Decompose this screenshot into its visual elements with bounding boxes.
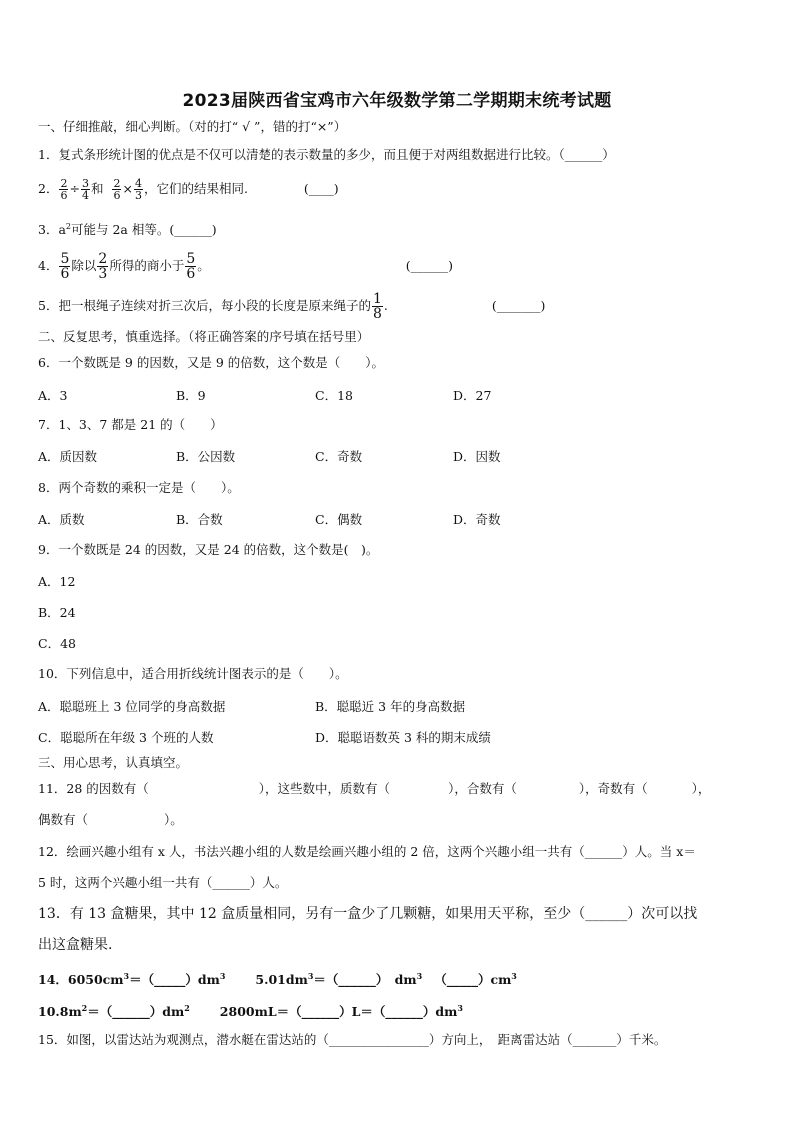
- fraction: $\frac{4}{3}$: [134, 177, 142, 202]
- option-a[interactable]: A．聪聪班上 3 位同学的身高数据: [38, 699, 226, 714]
- option-c[interactable]: C．18: [315, 388, 353, 403]
- option-b[interactable]: B．9: [176, 388, 206, 403]
- q2-op2: ×: [122, 181, 133, 196]
- fraction: $\frac{1}{8}$: [372, 291, 382, 322]
- option-d[interactable]: D．27: [453, 388, 492, 403]
- option-b[interactable]: B．聪聪近 3 年的身高数据: [315, 699, 466, 714]
- option-d[interactable]: D．奇数: [453, 512, 501, 527]
- option-a[interactable]: A．12: [38, 574, 76, 589]
- fraction: $\frac{2}{3}$: [98, 251, 108, 282]
- option-c[interactable]: C．偶数: [315, 512, 363, 527]
- q2-and: 和: [90, 181, 104, 196]
- option-c[interactable]: C．48: [38, 636, 76, 651]
- question-11-cont: 偶数有（ ）。: [38, 812, 183, 827]
- question-1: 1．复式条形统计图的优点是不仅可以清楚的表示数量的多少，而且便于对两组数据进行比较。（______）: [38, 147, 615, 162]
- question-14: 14．$6050cm^3=(\_\_\_\_\_)dm^3$ $5.01dm^3=(\_\_\_\_\_\_)$ $dm^3$ $(\_\_\_\_\_)cm^3$: [38, 971, 517, 988]
- question-13: 13．有 13 盒糖果，其中 12 盒质量相同，另有一盒少了几颗糖，如果用天平称，至少（______）次可以找: [38, 906, 698, 922]
- answer-blank[interactable]: (_______): [491, 298, 546, 313]
- option-c[interactable]: C．聪聪所在年级 3 个班的人数: [38, 730, 214, 745]
- question-12-cont: 5 时，这两个兴趣小组一共有（______）人。: [38, 875, 288, 890]
- q2-op1: ÷: [69, 181, 80, 196]
- fraction: $\frac{2}{6}$: [60, 177, 68, 202]
- question-6: 6．一个数既是 9 的因数，又是 9 的倍数，这个数是（ ）。: [38, 355, 385, 370]
- section-3-heading: 三、用心思考，认真填空。: [38, 755, 189, 770]
- question-5: 5．把一根绳子连续对折三次后，每小段的长度是原来绳子的 $\frac{1}{8}$ . (_______): [38, 291, 546, 322]
- question-15: 15．如图，以雷达站为观测点，潜水艇在雷达站的（________________）方向上， 距离雷达站（_______）千米。: [38, 1032, 667, 1047]
- option-a[interactable]: A．3: [38, 388, 68, 403]
- fraction: $\frac{3}{4}$: [81, 177, 89, 202]
- question-7: 7．1、3、7 都是 21 的（ ）: [38, 417, 223, 432]
- q2-number: 2．: [38, 181, 59, 196]
- option-b[interactable]: B．24: [38, 605, 76, 620]
- q2-suffix: ，它们的结果相同.: [143, 181, 248, 196]
- section-2-heading: 二、反复思考，慎重选择。（将正确答案的序号填在括号里）: [38, 329, 370, 344]
- option-a[interactable]: A．质因数: [38, 449, 98, 464]
- answer-blank[interactable]: (____): [303, 181, 339, 196]
- fraction: $\frac{5}{6}$: [186, 251, 196, 282]
- option-b[interactable]: B．公因数: [176, 449, 236, 464]
- option-d[interactable]: D．聪聪语数英 3 科的期末成绩: [315, 730, 491, 745]
- question-12: 12．绘画兴趣小组有 x 人，书法兴趣小组的人数是绘画兴趣小组的 2 倍，这两个兴趣小组一共有（______）人。当 x＝: [38, 844, 696, 859]
- question-4: 4． $\frac{5}{6}$ 除以 $\frac{2}{3}$ 所得的商小于 $\frac{5}{6}$ 。 (______): [38, 251, 454, 282]
- question-9: 9．一个数既是 24 的因数，又是 24 的倍数，这个数是( )。: [38, 542, 379, 557]
- option-a[interactable]: A．质数: [38, 512, 85, 527]
- fraction: $\frac{2}{6}$: [113, 177, 121, 202]
- question-10: 10．下列信息中，适合用折线统计图表示的是（ ）。: [38, 666, 348, 681]
- question-13-cont: 出这盒糖果.: [38, 937, 113, 953]
- page-title: 2023届陕西省宝鸡市六年级数学第二学期期末统考试题: [182, 91, 612, 111]
- option-c[interactable]: C．奇数: [315, 449, 363, 464]
- option-d[interactable]: D．因数: [453, 449, 501, 464]
- question-3: 3．$a^2$可能与 2a 相等。(______): [38, 222, 217, 238]
- fraction: $\frac{5}{6}$: [60, 251, 70, 282]
- question-2: [38, 178, 339, 201]
- answer-blank[interactable]: (______): [405, 258, 454, 273]
- section-1-heading: 一、仔细推敲，细心判断。（对的打“ √ ”，错的打“×”）: [38, 119, 347, 134]
- question-8: 8．两个奇数的乘积一定是（ ）。: [38, 480, 240, 495]
- question-11: 11．28 的因数有（ ），这些数中，质数有（ ），合数有（ ），奇数有（ ），: [38, 781, 711, 796]
- option-b[interactable]: B．合数: [176, 512, 223, 527]
- question-14-cont: $10.8m^2=(\_\_\_\_\_\_)dm^2$ $2800mL=(\_\_\_\_\_\_)L=(\_\_\_\_\_\_)dm^3$: [38, 1003, 463, 1020]
